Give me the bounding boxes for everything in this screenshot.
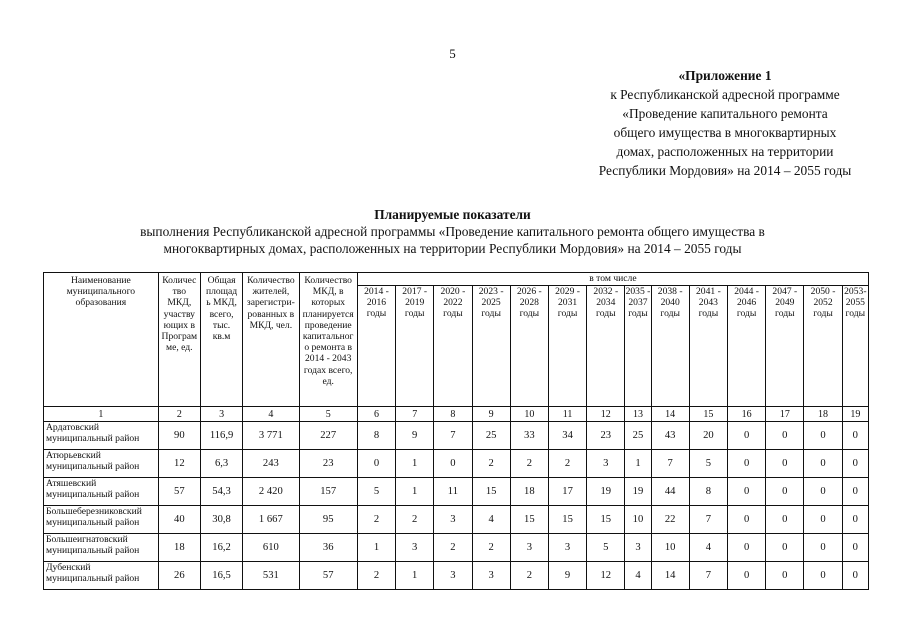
column-number-cell: 13 [625, 407, 651, 422]
table-cell: 2 420 [243, 478, 299, 506]
table-cell: 0 [842, 534, 868, 562]
table-cell: 5 [357, 478, 395, 506]
table-cell: 0 [766, 506, 804, 534]
appendix-line: к Республиканской адресной программе [610, 87, 840, 102]
appendix-line: «Проведение капитального ремонта [622, 106, 828, 121]
table-cell: 7 [689, 562, 727, 590]
table-cell: 90 [158, 422, 200, 450]
col-header-period: 2050 - 2052 годы [804, 286, 842, 407]
table-cell: 18 [510, 478, 548, 506]
table-cell: 1 667 [243, 506, 299, 534]
table-cell: 0 [727, 478, 765, 506]
table-cell: 116,9 [200, 422, 242, 450]
table-cell: 0 [434, 450, 472, 478]
indicators-table [43, 272, 869, 590]
column-number-cell: 16 [727, 407, 765, 422]
col-header-period: 2014 - 2016 годы [357, 286, 395, 407]
column-number-cell: 14 [651, 407, 689, 422]
table-cell: 0 [842, 450, 868, 478]
table-cell: 15 [472, 478, 510, 506]
table-cell: 30,8 [200, 506, 242, 534]
table-cell: 15 [510, 506, 548, 534]
column-number-cell: 5 [299, 407, 357, 422]
table-cell: 0 [727, 506, 765, 534]
table-cell: 14 [651, 562, 689, 590]
column-number-cell: 7 [396, 407, 434, 422]
table-cell: 243 [243, 450, 299, 478]
column-number-cell: 17 [766, 407, 804, 422]
municipality-name-cell: Атяшевский муниципальный район [44, 478, 159, 506]
table-cell: 10 [625, 506, 651, 534]
col-header-period: 2020 - 2022 годы [434, 286, 472, 407]
appendix-line: домах, расположенных на территории [616, 144, 834, 159]
table-cell: 17 [548, 478, 586, 506]
table-cell: 5 [587, 534, 625, 562]
table-cell: 8 [689, 478, 727, 506]
table-cell: 3 [510, 534, 548, 562]
table-cell: 2 [357, 562, 395, 590]
column-number-cell: 10 [510, 407, 548, 422]
column-number-cell: 1 [44, 407, 159, 422]
table-cell: 3 [548, 534, 586, 562]
table-body [44, 407, 869, 590]
table-cell: 33 [510, 422, 548, 450]
table-cell: 3 [625, 534, 651, 562]
table-cell: 9 [548, 562, 586, 590]
table-cell: 4 [689, 534, 727, 562]
table-row [44, 450, 869, 478]
table-cell: 2 [396, 506, 434, 534]
table-cell: 0 [842, 422, 868, 450]
table-cell: 2 [472, 450, 510, 478]
table-cell: 0 [804, 534, 842, 562]
col-header-area: Общая площад ь МКД, всего, тыс. кв.м [200, 273, 242, 407]
table-cell: 157 [299, 478, 357, 506]
col-header-planned: Количество МКД, в которых планируется проведение капитальног о ремонта в 2014 - 2043 годах всего, ед. [299, 273, 357, 407]
table-cell: 22 [651, 506, 689, 534]
table-cell: 2 [510, 562, 548, 590]
table-cell: 20 [689, 422, 727, 450]
table-cell: 57 [158, 478, 200, 506]
col-header-residents: Количество жителей, зарегистри- рованных в МКД, чел. [243, 273, 299, 407]
table-cell: 25 [625, 422, 651, 450]
table-cell: 15 [548, 506, 586, 534]
col-header-period: 2023 - 2025 годы [472, 286, 510, 407]
table-cell: 0 [804, 422, 842, 450]
table-cell: 0 [804, 562, 842, 590]
table-cell: 3 [434, 506, 472, 534]
table-row [44, 506, 869, 534]
col-header-period: 2047 - 2049 годы [766, 286, 804, 407]
table-cell: 3 [472, 562, 510, 590]
table-cell: 2 [434, 534, 472, 562]
appendix-block [560, 66, 890, 180]
table-row [44, 562, 869, 590]
table-cell: 7 [434, 422, 472, 450]
table-cell: 7 [689, 506, 727, 534]
table-cell: 1 [396, 450, 434, 478]
table-cell: 23 [299, 450, 357, 478]
col-header-period: 2029 - 2031 годы [548, 286, 586, 407]
col-header-period: 2041 - 2043 годы [689, 286, 727, 407]
col-header-period: 2026 - 2028 годы [510, 286, 548, 407]
column-number-cell: 6 [357, 407, 395, 422]
table-cell: 1 [396, 562, 434, 590]
appendix-line: общего имущества в многоквартирных [613, 125, 837, 140]
table-cell: 0 [727, 534, 765, 562]
municipality-name-cell: Большеберезниковский муниципальный район [44, 506, 159, 534]
table-row [44, 478, 869, 506]
col-header-name: Наименование муниципального образования [44, 273, 159, 407]
table-cell: 0 [727, 562, 765, 590]
municipality-name-cell: Ардатовский муниципальный район [44, 422, 159, 450]
document-subtitle-line: многоквартирных домах, расположенных на территории Республики Мордовия» на 2014 – 2055 годы [163, 241, 742, 256]
table-cell: 2 [510, 450, 548, 478]
table-cell: 0 [357, 450, 395, 478]
column-number-cell: 19 [842, 407, 868, 422]
table-cell: 6,3 [200, 450, 242, 478]
table-cell: 34 [548, 422, 586, 450]
appendix-line: Республики Мордовия» на 2014 – 2055 годы [598, 163, 852, 178]
table-cell: 8 [357, 422, 395, 450]
col-header-period: 2044 - 2046 годы [727, 286, 765, 407]
table-cell: 36 [299, 534, 357, 562]
table-cell: 3 [396, 534, 434, 562]
municipality-name-cell: Дубенский муниципальный район [44, 562, 159, 590]
table-cell: 16,2 [200, 534, 242, 562]
municipality-name-cell: Большеигнатовский муниципальный район [44, 534, 159, 562]
table-cell: 4 [625, 562, 651, 590]
table-cell: 40 [158, 506, 200, 534]
table-cell: 227 [299, 422, 357, 450]
table-cell: 15 [587, 506, 625, 534]
table-cell: 16,5 [200, 562, 242, 590]
municipality-name-cell: Атюрьевский муниципальный район [44, 450, 159, 478]
appendix-title: «Приложение 1 [678, 68, 772, 83]
table-cell: 3 [434, 562, 472, 590]
table-cell: 0 [766, 422, 804, 450]
col-header-period: 2035 - 2037 годы [625, 286, 651, 407]
table-cell: 0 [842, 506, 868, 534]
table-cell: 2 [357, 506, 395, 534]
col-header-period: 2038 - 2040 годы [651, 286, 689, 407]
table-cell: 2 [472, 534, 510, 562]
table-cell: 26 [158, 562, 200, 590]
table-cell: 0 [766, 534, 804, 562]
column-number-cell: 11 [548, 407, 586, 422]
col-header-count-mkd: Количес тво МКД, участву ющих в Програм ме, ед. [158, 273, 200, 407]
table-cell: 0 [766, 450, 804, 478]
column-number-cell: 12 [587, 407, 625, 422]
column-number-cell: 2 [158, 407, 200, 422]
table-cell: 0 [842, 562, 868, 590]
table-cell: 1 [396, 478, 434, 506]
table-cell: 43 [651, 422, 689, 450]
table-cell: 19 [587, 478, 625, 506]
table-cell: 7 [651, 450, 689, 478]
column-number-cell: 15 [689, 407, 727, 422]
table-cell: 0 [727, 422, 765, 450]
table-cell: 10 [651, 534, 689, 562]
table-cell: 531 [243, 562, 299, 590]
table-cell: 44 [651, 478, 689, 506]
column-number-cell: 8 [434, 407, 472, 422]
table-cell: 12 [587, 562, 625, 590]
table-cell: 2 [548, 450, 586, 478]
table-row [44, 534, 869, 562]
column-number-row [44, 407, 869, 422]
table-cell: 54,3 [200, 478, 242, 506]
table-cell: 0 [842, 478, 868, 506]
table-cell: 3 771 [243, 422, 299, 450]
table-cell: 1 [357, 534, 395, 562]
table-cell: 0 [766, 478, 804, 506]
table-cell: 11 [434, 478, 472, 506]
column-number-cell: 18 [804, 407, 842, 422]
table-row [44, 422, 869, 450]
table-cell: 5 [689, 450, 727, 478]
page-number: 5 [449, 46, 456, 61]
table-cell: 0 [727, 450, 765, 478]
table-cell: 23 [587, 422, 625, 450]
table-cell: 0 [804, 450, 842, 478]
document-subtitle-line: выполнения Республиканской адресной программы «Проведение капитального ремонта общего имущества в [140, 224, 765, 239]
col-header-period: 2017 - 2019 годы [396, 286, 434, 407]
table-cell: 12 [158, 450, 200, 478]
table-cell: 4 [472, 506, 510, 534]
table-cell: 25 [472, 422, 510, 450]
table-cell: 610 [243, 534, 299, 562]
column-number-cell: 4 [243, 407, 299, 422]
column-number-cell: 3 [200, 407, 242, 422]
table-cell: 95 [299, 506, 357, 534]
document-title: Планируемые показатели [374, 207, 531, 222]
table-cell: 0 [804, 506, 842, 534]
col-header-period: 2053- 2055 годы [842, 286, 868, 407]
table-cell: 1 [625, 450, 651, 478]
column-number-cell: 9 [472, 407, 510, 422]
table-cell: 0 [766, 562, 804, 590]
document-heading [0, 206, 905, 257]
table-cell: 57 [299, 562, 357, 590]
col-header-period: 2032 - 2034 годы [587, 286, 625, 407]
table-cell: 18 [158, 534, 200, 562]
table-cell: 0 [804, 478, 842, 506]
table-cell: 19 [625, 478, 651, 506]
col-header-including: в том числе [357, 273, 868, 286]
table-cell: 9 [396, 422, 434, 450]
table-cell: 3 [587, 450, 625, 478]
